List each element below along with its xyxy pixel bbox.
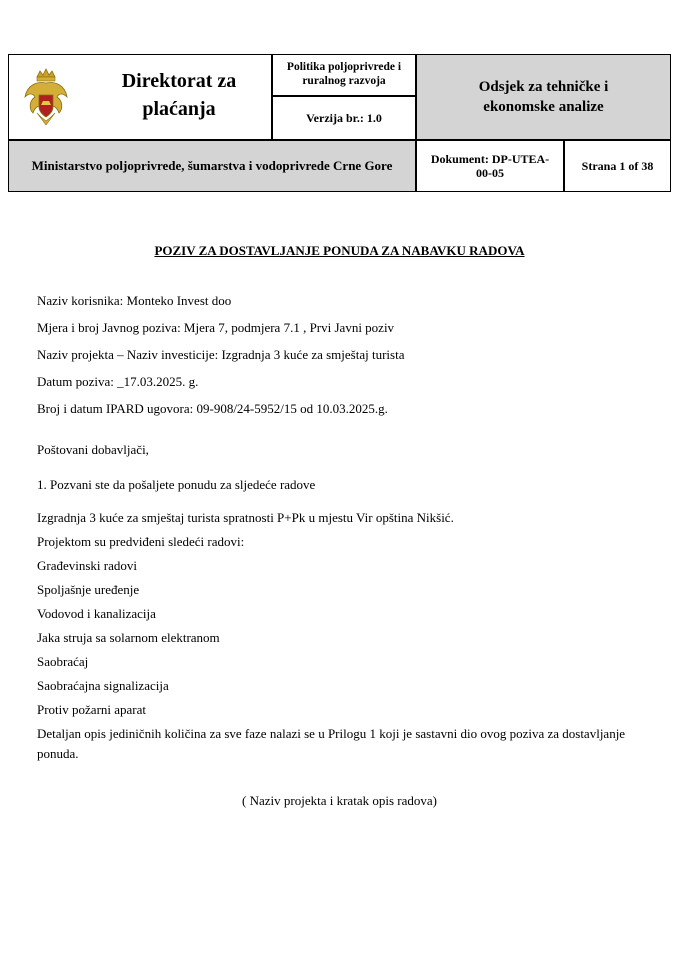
works-list-item: Građevinski radovi <box>37 558 138 573</box>
works-intro-line: Izgradnja 3 kuće za smještaj turista spratnosti P+Pk u mjestu Vir opština Nikšić. <box>37 510 454 525</box>
page-number-cell: Strana 1 of 38 <box>564 140 671 192</box>
info-line-project: Naziv projekta – Naziv investicije: Izgradnja 3 kuće za smještaj turista <box>37 347 405 362</box>
document-id-cell: Dokument: DP-UTEA-00-05 <box>416 140 564 192</box>
version-cell: Verzija br.: 1.0 <box>272 96 416 140</box>
greeting: Poštovani dobavljači, <box>37 442 149 457</box>
project-note: ( Naziv projekta i kratak opis radova) <box>242 793 437 808</box>
document-header <box>8 54 671 192</box>
works-list-item: Jaka struja sa solarnom elektranom <box>37 630 220 645</box>
org-title: Direktorat za plaćanja <box>121 70 237 120</box>
coat-of-arms-icon <box>23 67 69 131</box>
detail-paragraph: Detaljan opis jediničnih količina za sve faze nalazi se u Prilogu 1 koji je sastavni dio ovog poziva za dostavljanje ponuda. <box>37 726 626 761</box>
info-line-measure: Mjera i broj Javnog poziva: Mjera 7, podmjera 7.1 , Prvi Javni poziv <box>37 320 395 335</box>
works-list-item: Spoljašnje uređenje <box>37 582 140 597</box>
works-list-item: Saobraćaj <box>37 654 89 669</box>
works-intro-line: Projektom su predviđeni sledeći radovi: <box>37 534 245 549</box>
document-title: POZIV ZA DOSTAVLJANJE PONUDA ZA NABAVKU RADOVA <box>154 243 525 258</box>
works-list-item: Vodovod i kanalizacija <box>37 606 156 621</box>
works-list-item: Protiv požarni aparat <box>37 702 147 717</box>
policy-cell: Politika poljoprivrede i ruralnog razvoja <box>272 54 416 96</box>
info-line-date: Datum poziva: _17.03.2025. g. <box>37 374 199 389</box>
section-1-heading: 1. Pozvani ste da pošaljete ponudu za sljedeće radove <box>37 477 316 492</box>
info-line-contract: Broj i datum IPARD ugovora: 09-908/24-5952/15 od 10.03.2025.g. <box>37 401 388 416</box>
info-line-client: Naziv korisnika: Monteko Invest doo <box>37 293 232 308</box>
works-list-item: Saobraćajna signalizacija <box>37 678 169 693</box>
department-cell: Odsjek za tehničke i ekonomske analize <box>416 54 671 140</box>
header-logo-cell <box>8 54 272 140</box>
ministry-cell: Ministarstvo poljoprivrede, šumarstva i vodoprivrede Crne Gore <box>8 140 416 192</box>
